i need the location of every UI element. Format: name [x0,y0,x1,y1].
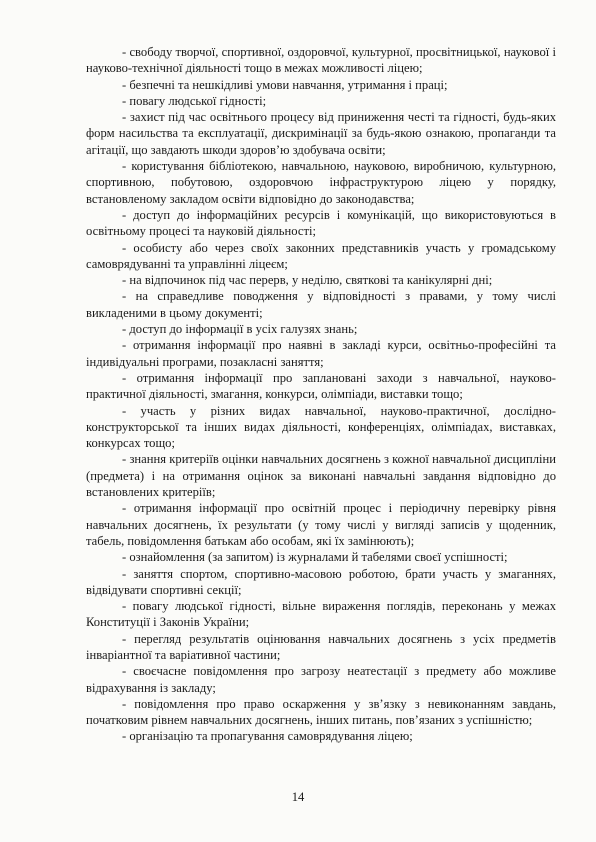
page-number: 14 [291,790,305,804]
list-item: - користування бібліотекою, навчальною, науковою, виробничою, культурною, спортивною, побутовою, оздоровчою інфраструктурою ліцею у порядку, встановленому закладом освіти відповідно до законодавства; [86,159,556,206]
list-item: - знання критеріїв оцінки навчальних досягнень з кожної навчальної дисципліни (предмета) і на отримання оцінок за виконані навчальні завдання відповідно до встановлених критеріїв; [86,452,556,500]
list-item: - повагу людської гідності; [122,93,267,108]
list-item: - безпечні та нешкідливі умови навчання, утримання і праці; [122,77,448,92]
list-item: - отримання інформації про наявні в закладі курси, освітньо-професійні та індивідуальні програми, позакласні заняття; [86,338,556,369]
list-item: - своєчасне повідомлення про загрозу неатестації з предмету або можливе відрахування із закладу; [86,664,556,695]
list-item: - організацію та пропагування самоврядування ліцею; [122,729,413,744]
list-item: - повагу людської гідності, вільне вираження поглядів, переконань у межах Конституції і Законів України; [86,599,556,630]
list-item: - ознайомлення (за запитом) із журналами й табелями своєї успішності; [122,550,508,565]
list-item: - доступ до інформації в усіх галузях знань; [122,322,358,337]
list-item: - отримання інформації про заплановані заходи з навчальної, науково-практичної діяльності, змагання, конкурси, олімпіади, виставки тощо; [86,370,556,402]
list-item: - повідомлення про право оскарження у зв’язку з невиконанням завдань, початковим рівнем навчальних досягнень, інших питань, пов’язаних з успішністю; [86,696,556,728]
list-item: - захист під час освітнього процесу від приниження честі та гідності, будь-яких форм насильства та експлуатації, дискримінації за будь-якою ознакою, пропаганди та агітації, що завдають шкоди здоров’ю здобувача освіти; [86,110,556,157]
list-item: - заняття спортом, спортивно-масовою роботою, брати участь у змаганнях, відвідувати спортивні секції; [86,566,556,597]
list-item: - доступ до інформаційних ресурсів і комунікацій, що використовуються в освітньому процесі та науковій діяльності; [86,207,556,239]
list-item: - перегляд результатів оцінювання навчальних досягнень з усіх предметів інваріантної та варіативної частини; [86,631,556,662]
list-item: - участь у різних видах навчальної, науково-практичної, дослідно-конструкторської та інших видах діяльності, конференціях, олімпіадах, виставках, конкурсах тощо; [86,403,556,451]
list-item: - особисту або через своїх законних представників участь у громадському самоврядуванні та управлінні ліцеєм; [86,240,556,271]
document-body [86,44,556,745]
list-item: - на відпочинок під час перерв, у неділю, святкові та канікулярні дні; [122,273,493,288]
list-item: - свободу творчої, спортивної, оздоровчої, культурної, просвітницької, наукової і науково-технічної діяльності тощо в межах можливості ліцею; [86,45,556,76]
list-item: - на справедливе поводження у відповідності з правами, у тому числі викладеними в цьому документі; [86,289,556,320]
list-item: - отримання інформації про освітній процес і періодичну перевірку рівня навчальних досягнень, їх результати (у тому числі у вигляді записів у щоденник, табель, повідомлення батькам або особам, які їх замінюють); [86,501,556,548]
